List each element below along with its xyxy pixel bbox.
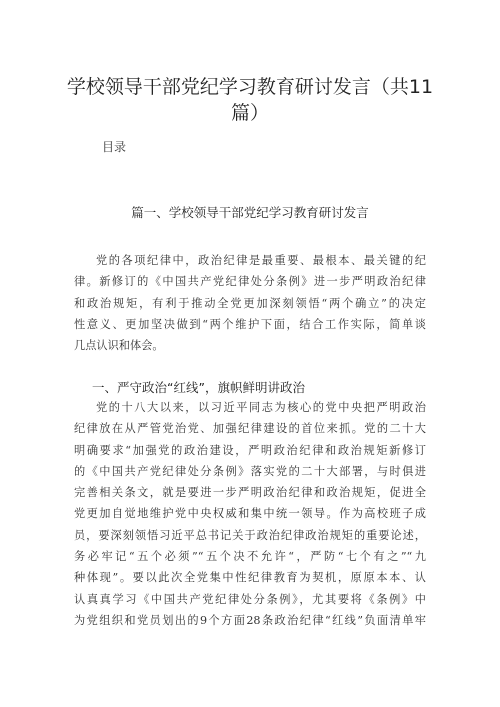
paragraph-line: 律。新修订的《中国共产党纪律处分条例》进一步严明政治纪律 [74, 275, 426, 289]
paragraph-line: 种体现”。要以此次全党集中性纪律教育为契机，原原本本、认 [74, 571, 426, 585]
title-line-2: 篇） [230, 102, 269, 124]
section-heading: 一、严守政治“红线”，旗帜鲜明讲政治 [92, 380, 305, 395]
title-line-1: 学校领导干部党纪学习教育研讨发言（共11 [66, 76, 434, 98]
paragraph-line: 党的各项纪律中，政治纪律是最重要、最根本、最关键的纪 [96, 254, 426, 267]
paragraph-line: 党更加自觉地维护党中央权威和集中统一领导。作为高校班子成 [74, 507, 426, 521]
section-1-paragraph [74, 397, 426, 631]
paragraph-line: 纪律放在从严管党治党、加强纪律建设的首位来抓。党的二十大 [74, 422, 426, 436]
paragraph-line: 和政治规矩，有利于推动全党更加深刻领悟“两个确立”的决定 [74, 296, 426, 310]
paragraph-line: 几点认识和体会。 [74, 339, 164, 353]
paragraph-line: 党的十八大以来，以习近平同志为核心的党中央把严明政治 [96, 401, 426, 414]
toc-label: 目录 [102, 140, 127, 154]
intro-paragraph [74, 250, 426, 356]
paragraph-line: 务必牢记“五个必须”“五个决不允许“，严防“七个有之”“九 [74, 550, 426, 564]
document-title [60, 74, 440, 126]
paragraph-line: 认真真学习《中国共产党纪律处分条例》，尤其要将《条例》中 [74, 592, 426, 606]
paragraph-line: 完善相关条文，就是要进一步严明政治纪律和政治规矩，促进全 [74, 486, 426, 500]
chapter-heading: 篇一、学校领导干部党纪学习教育研讨发言 [131, 205, 369, 220]
paragraph-line: 明确要求“加强党的政治建设，严明政治纪律和政治规矩新修订 [74, 443, 426, 457]
paragraph-line: 员，要深刻领悟习近平总书记关于政治纪律政治规矩的重要论述， [74, 528, 426, 542]
paragraph-line: 性意义、更加坚决做到“两个维护下面，结合工作实际，简单谈 [74, 317, 426, 331]
paragraph-line: 为党组织和党员划出的9个方面28条政治纪律“红线”负面清单牢 [74, 613, 426, 627]
paragraph-line: 的《中国共产党纪律处分条例》落实党的二十大部署，与时俱进 [74, 464, 426, 478]
